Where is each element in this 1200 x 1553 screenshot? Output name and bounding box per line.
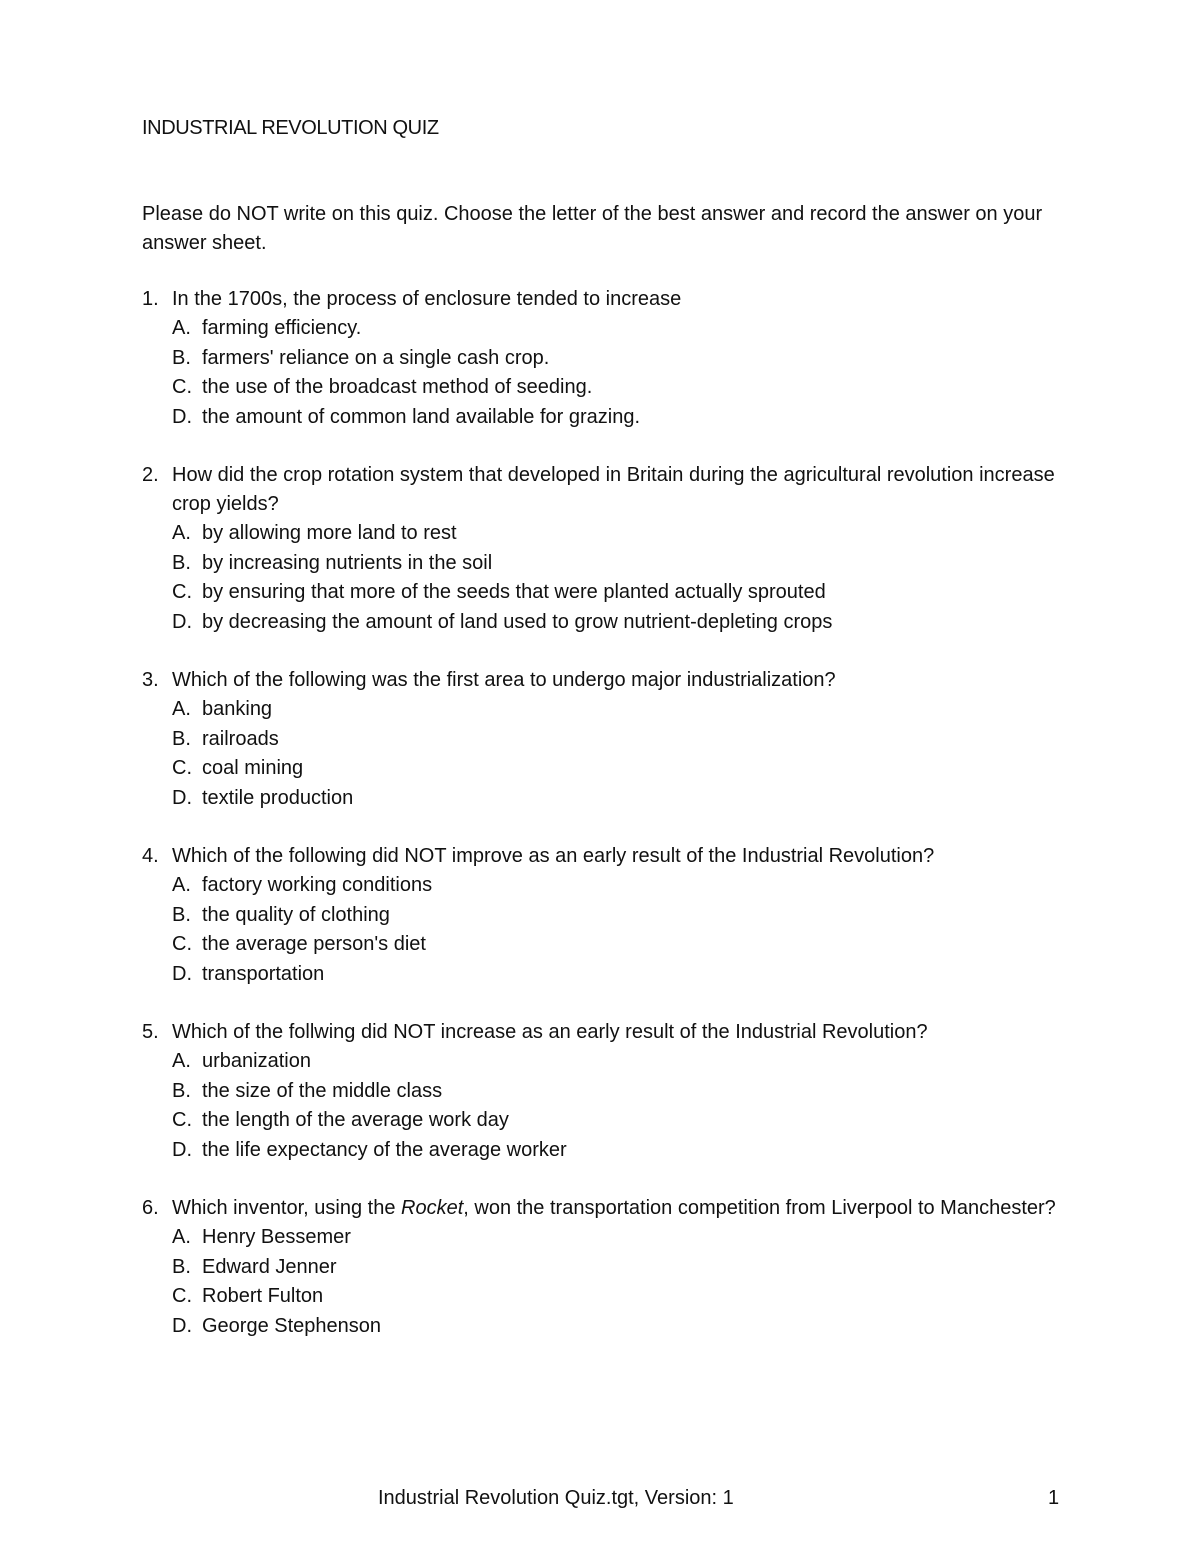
option-letter: C.: [172, 1109, 192, 1131]
option-letter: C.: [172, 376, 192, 398]
option-letter: B.: [172, 1079, 191, 1102]
answer-options: [142, 314, 1062, 432]
option-text: Henry Bessemer: [202, 1226, 351, 1248]
option-text: factory working conditions: [202, 874, 433, 896]
answer-options: [142, 871, 1062, 989]
footer-text: Industrial Revolution Quiz.tgt, Version: 1: [378, 1487, 734, 1509]
option-text: railroads: [202, 727, 279, 750]
answer-option-a: [172, 871, 1062, 901]
option-text: the size of the middle class: [202, 1079, 443, 1102]
option-text: the average person's diet: [202, 933, 426, 955]
option-text: by decreasing the amount of land used to grow nutrient-depleting crops: [202, 610, 833, 633]
question-number: 1.: [142, 288, 159, 310]
option-text: coal mining: [202, 757, 304, 779]
page-number: 1: [1048, 1487, 1060, 1509]
option-letter: B.: [172, 551, 191, 574]
answer-option-d: [172, 784, 1062, 814]
answer-option-c: [172, 1282, 1062, 1312]
answer-option-a: [172, 519, 1062, 549]
option-letter: D.: [172, 405, 192, 428]
answer-option-b: [172, 901, 1062, 931]
answer-option-b: [172, 1253, 1062, 1283]
answer-option-a: [172, 1223, 1062, 1253]
option-letter: A.: [172, 1226, 191, 1248]
answer-option-b: [172, 1077, 1062, 1107]
answer-option-c: [172, 754, 1062, 784]
option-letter: A.: [172, 874, 191, 896]
option-letter: A.: [172, 1050, 191, 1072]
answer-option-a: [172, 314, 1062, 344]
option-text: the length of the average work day: [202, 1109, 509, 1131]
question-text: Which of the following did NOT improve as an early result of the Industrial Revolution?: [172, 845, 935, 867]
question-4: [142, 842, 1062, 989]
answer-option-a: [172, 695, 1062, 725]
option-letter: A.: [172, 522, 191, 544]
question-1: [142, 285, 1062, 432]
answer-option-b: [172, 549, 1062, 579]
option-letter: C.: [172, 1285, 192, 1307]
answer-options: [142, 1223, 1062, 1341]
option-letter: A.: [172, 317, 191, 339]
option-text: by increasing nutrients in the soil: [202, 551, 493, 574]
answer-option-d: [172, 1312, 1062, 1342]
option-text: farming efficiency.: [202, 317, 362, 339]
quiz-title: INDUSTRIAL REVOLUTION QUIZ: [142, 117, 439, 139]
option-text: urbanization: [202, 1050, 311, 1072]
question-stem: [142, 1194, 1062, 1223]
question-text: How did the crop rotation system that developed in Britain during the agricultural revolution increase crop yields?: [172, 464, 1055, 515]
question-number: 6.: [142, 1197, 159, 1219]
quiz-instructions: Please do NOT write on this quiz. Choose the letter of the best answer and record the answer on your answer sheet.: [142, 203, 1043, 254]
option-text: by ensuring that more of the seeds that were planted actually sprouted: [202, 581, 826, 603]
option-letter: D.: [172, 610, 192, 633]
answer-option-d: [172, 1136, 1062, 1166]
question-stem: [142, 666, 1062, 695]
question-number: 5.: [142, 1021, 159, 1043]
option-letter: A.: [172, 698, 191, 720]
option-text: George Stephenson: [202, 1314, 382, 1337]
question-text-after: , won the transportation competition from Liverpool to Manchester?: [463, 1197, 1056, 1219]
option-letter: B.: [172, 727, 191, 750]
question-text: In the 1700s, the process of enclosure tended to increase: [172, 288, 682, 310]
option-letter: C.: [172, 933, 192, 955]
question-number: 3.: [142, 669, 159, 691]
option-text: the quality of clothing: [202, 903, 390, 926]
question-stem: [142, 461, 1062, 519]
option-text: by allowing more land to rest: [202, 522, 457, 544]
question-text: Which of the following was the first area to undergo major industrialization?: [172, 669, 836, 691]
question-2: [142, 461, 1062, 637]
question-3: [142, 666, 1062, 813]
answer-option-c: [172, 373, 1062, 403]
answer-option-b: [172, 725, 1062, 755]
answer-option-b: [172, 344, 1062, 374]
question-text: Which of the follwing did NOT increase as an early result of the Industrial Revolution?: [172, 1021, 928, 1043]
option-text: textile production: [202, 786, 354, 809]
question-stem: [142, 1018, 1062, 1047]
option-letter: B.: [172, 346, 191, 369]
answer-options: [142, 519, 1062, 637]
option-letter: D.: [172, 1314, 192, 1337]
answer-option-c: [172, 1106, 1062, 1136]
question-number: 2.: [142, 464, 159, 486]
answer-option-a: [172, 1047, 1062, 1077]
question-number: 4.: [142, 845, 159, 867]
option-text: Edward Jenner: [202, 1255, 337, 1278]
option-text: the amount of common land available for grazing.: [202, 405, 641, 428]
answer-options: [142, 1047, 1062, 1165]
answer-option-c: [172, 930, 1062, 960]
answer-option-c: [172, 578, 1062, 608]
option-letter: B.: [172, 1255, 191, 1278]
question-stem: [142, 285, 1062, 314]
option-text: the life expectancy of the average worker: [202, 1138, 567, 1161]
question-text-before: Which inventor, using the: [172, 1197, 402, 1219]
option-text: transportation: [202, 962, 325, 985]
question-text-italic: Rocket: [401, 1197, 464, 1219]
option-letter: B.: [172, 903, 191, 926]
option-text: Robert Fulton: [202, 1285, 324, 1307]
option-text: banking: [202, 698, 273, 720]
option-text: farmers' reliance on a single cash crop.: [202, 346, 550, 369]
option-letter: D.: [172, 1138, 192, 1161]
option-letter: D.: [172, 962, 192, 985]
question-list: [142, 285, 1062, 1370]
option-letter: C.: [172, 581, 192, 603]
answer-option-d: [172, 403, 1062, 433]
question-stem: [142, 842, 1062, 871]
answer-option-d: [172, 960, 1062, 990]
option-letter: C.: [172, 757, 192, 779]
answer-option-d: [172, 608, 1062, 638]
option-letter: D.: [172, 786, 192, 809]
question-6: [142, 1194, 1062, 1341]
option-text: the use of the broadcast method of seeding.: [202, 376, 593, 398]
answer-options: [142, 695, 1062, 813]
question-text: [172, 1194, 1062, 1223]
question-5: [142, 1018, 1062, 1165]
